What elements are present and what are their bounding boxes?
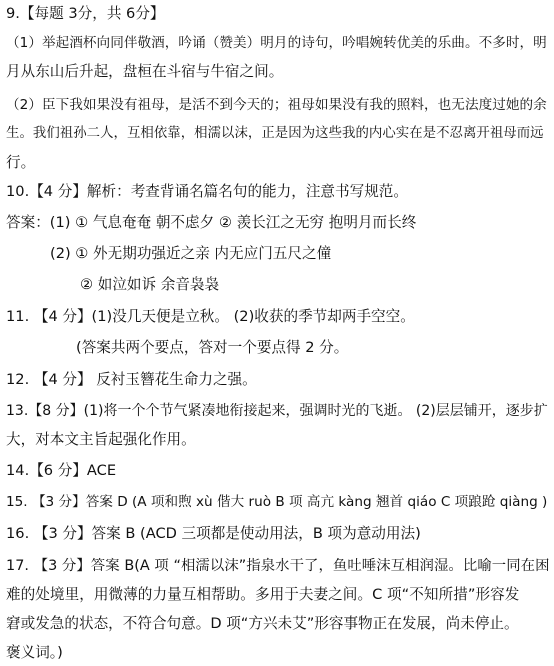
q10-answer-part2-a: (2) ① 外无期功强近之亲 内无应门五尺之僮 (50, 245, 332, 262)
q12-answer: 12. 【4 分】 反衬玉簪花生命力之强。 (6, 371, 257, 388)
q17-answer-line2: 难的处境里，用微薄的力量互相帮助。多用于夫妻之间。C 项“不知所措”形容发 (6, 586, 520, 603)
q15-answer: 15. 【3 分】答案 D (A 项和煦 xù 偕大 ruò B 项 高亢 kàng 翘首 qiáo C 项踉跄 qiàng ) (6, 494, 548, 510)
q16-answer: 16. 【3 分】答案 B (ACD 三项都是使动用法，B 项为意动用法) (6, 525, 421, 542)
q10-analysis: 10.【4 分】解析：考查背诵名篇名句的能力，注意书写规范。 (6, 183, 408, 200)
q17-answer-line4: 褒义词。) (6, 644, 63, 661)
q9-part2-line3: 行。 (6, 154, 36, 171)
q13-answer-line1: 13.【8 分】(1)将一个个节气紧凑地衔接起来，强调时光的飞逝。 (2)层层铺开，逐步扩 (6, 403, 548, 419)
q17-answer-line3: 窘或发急的状态，不符合句意。D 项“方兴未艾”形容事物正在发展，尚未停止。 (6, 615, 519, 632)
q14-answer: 14.【6 分】ACE (6, 462, 117, 479)
q17-answer-line1: 17. 【3 分】答案 B(A 项 “相濡以沫”指泉水干了，鱼吐唾沫互相润湿。比喻一同在困 (6, 558, 550, 574)
q10-answer-part1: 答案：(1) ① 气息奄奄 朝不虑夕 ② 羡长江之无穷 抱明月而长终 (6, 214, 417, 231)
q9-part2-line2: 生。我们祖孙二人，互相依靠，相濡以沫，正是因为这些我的内心实在是不忍离开祖母而远 (6, 126, 544, 141)
q9-part1-line1: （1）举起酒杯向同伴敬酒，吟诵（赞美）明月的诗句，吟唱婉转优美的乐曲。不多时，明 (6, 35, 547, 51)
q11-answer: 11. 【4 分】(1)没几天便是立秋。 (2)收获的季节却两手空空。 (6, 308, 415, 325)
q13-answer-line2: 大，对本文主旨起强化作用。 (6, 431, 196, 448)
q11-scoring-note: (答案共两个要点，答对一个要点得 2 分。 (76, 339, 349, 356)
q9-part1-line2: 月从东山后升起，盘桓在斗宿与牛宿之间。 (6, 63, 284, 80)
q9-part2-line1: （2）臣下我如果没有祖母，是活不到今天的；祖母如果没有我的照料，也无法度过她的余 (6, 97, 547, 113)
q9-header: 9.【每题 3分，共 6分】 (6, 5, 165, 22)
q10-answer-part2-b: ② 如泣如诉 余音袅袅 (80, 276, 220, 293)
